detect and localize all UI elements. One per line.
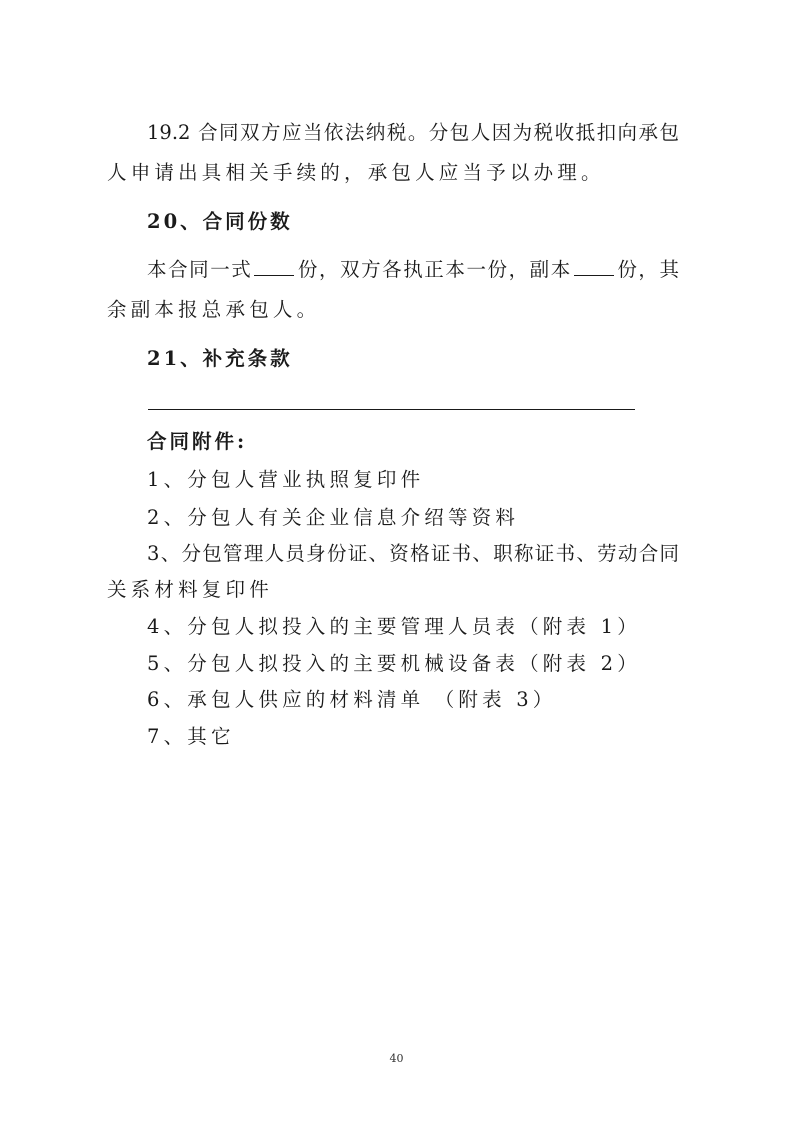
attachment-item-1: 1、分包人营业执照复印件 [147,468,425,491]
attachments-heading: 合同附件: [147,430,248,453]
attachment-item-6: 6、承包人供应的材料清单 （附表 3） [147,688,557,711]
supplementary-terms-blank-line [148,409,635,410]
attachment-item-3-line-1: 3、分包管理人员身份证、资格证书、职称证书、劳动合同 [147,542,679,565]
clause-19-2-line-2: 人申请出具相关手续的，承包人应当予以办理。 [107,161,605,184]
copies-duplicate-blank [574,257,614,276]
attachment-item-3-line-2: 关系材料复印件 [107,578,273,601]
attachment-item-4: 4、分包人拟投入的主要管理人员表（附表 1） [147,615,641,638]
copies-total-blank [254,257,294,276]
clause-19-2-line-1: 19.2 合同双方应当依法纳税。分包人因为税收抵扣向承包 [147,121,679,144]
attachment-item-7: 7、其它 [147,725,235,748]
clause-20-heading: 20、合同份数 [147,210,293,233]
clause-20-line-2: 余副本报总承包人。 [107,298,321,321]
clause-21-heading: 21、补充条款 [147,347,293,370]
clause-20-line-1 [147,257,679,283]
clause-20-text-c: 份，其 [615,258,679,281]
attachment-item-5: 5、分包人拟投入的主要机械设备表（附表 2） [147,652,641,675]
clause-20-text-b: 份，双方各执正本一份，副本 [296,258,572,281]
clause-20-text-a: 本合同一式 [147,258,253,281]
attachment-item-2: 2、分包人有关企业信息介绍等资料 [147,506,520,529]
page-number: 40 [389,1052,404,1065]
